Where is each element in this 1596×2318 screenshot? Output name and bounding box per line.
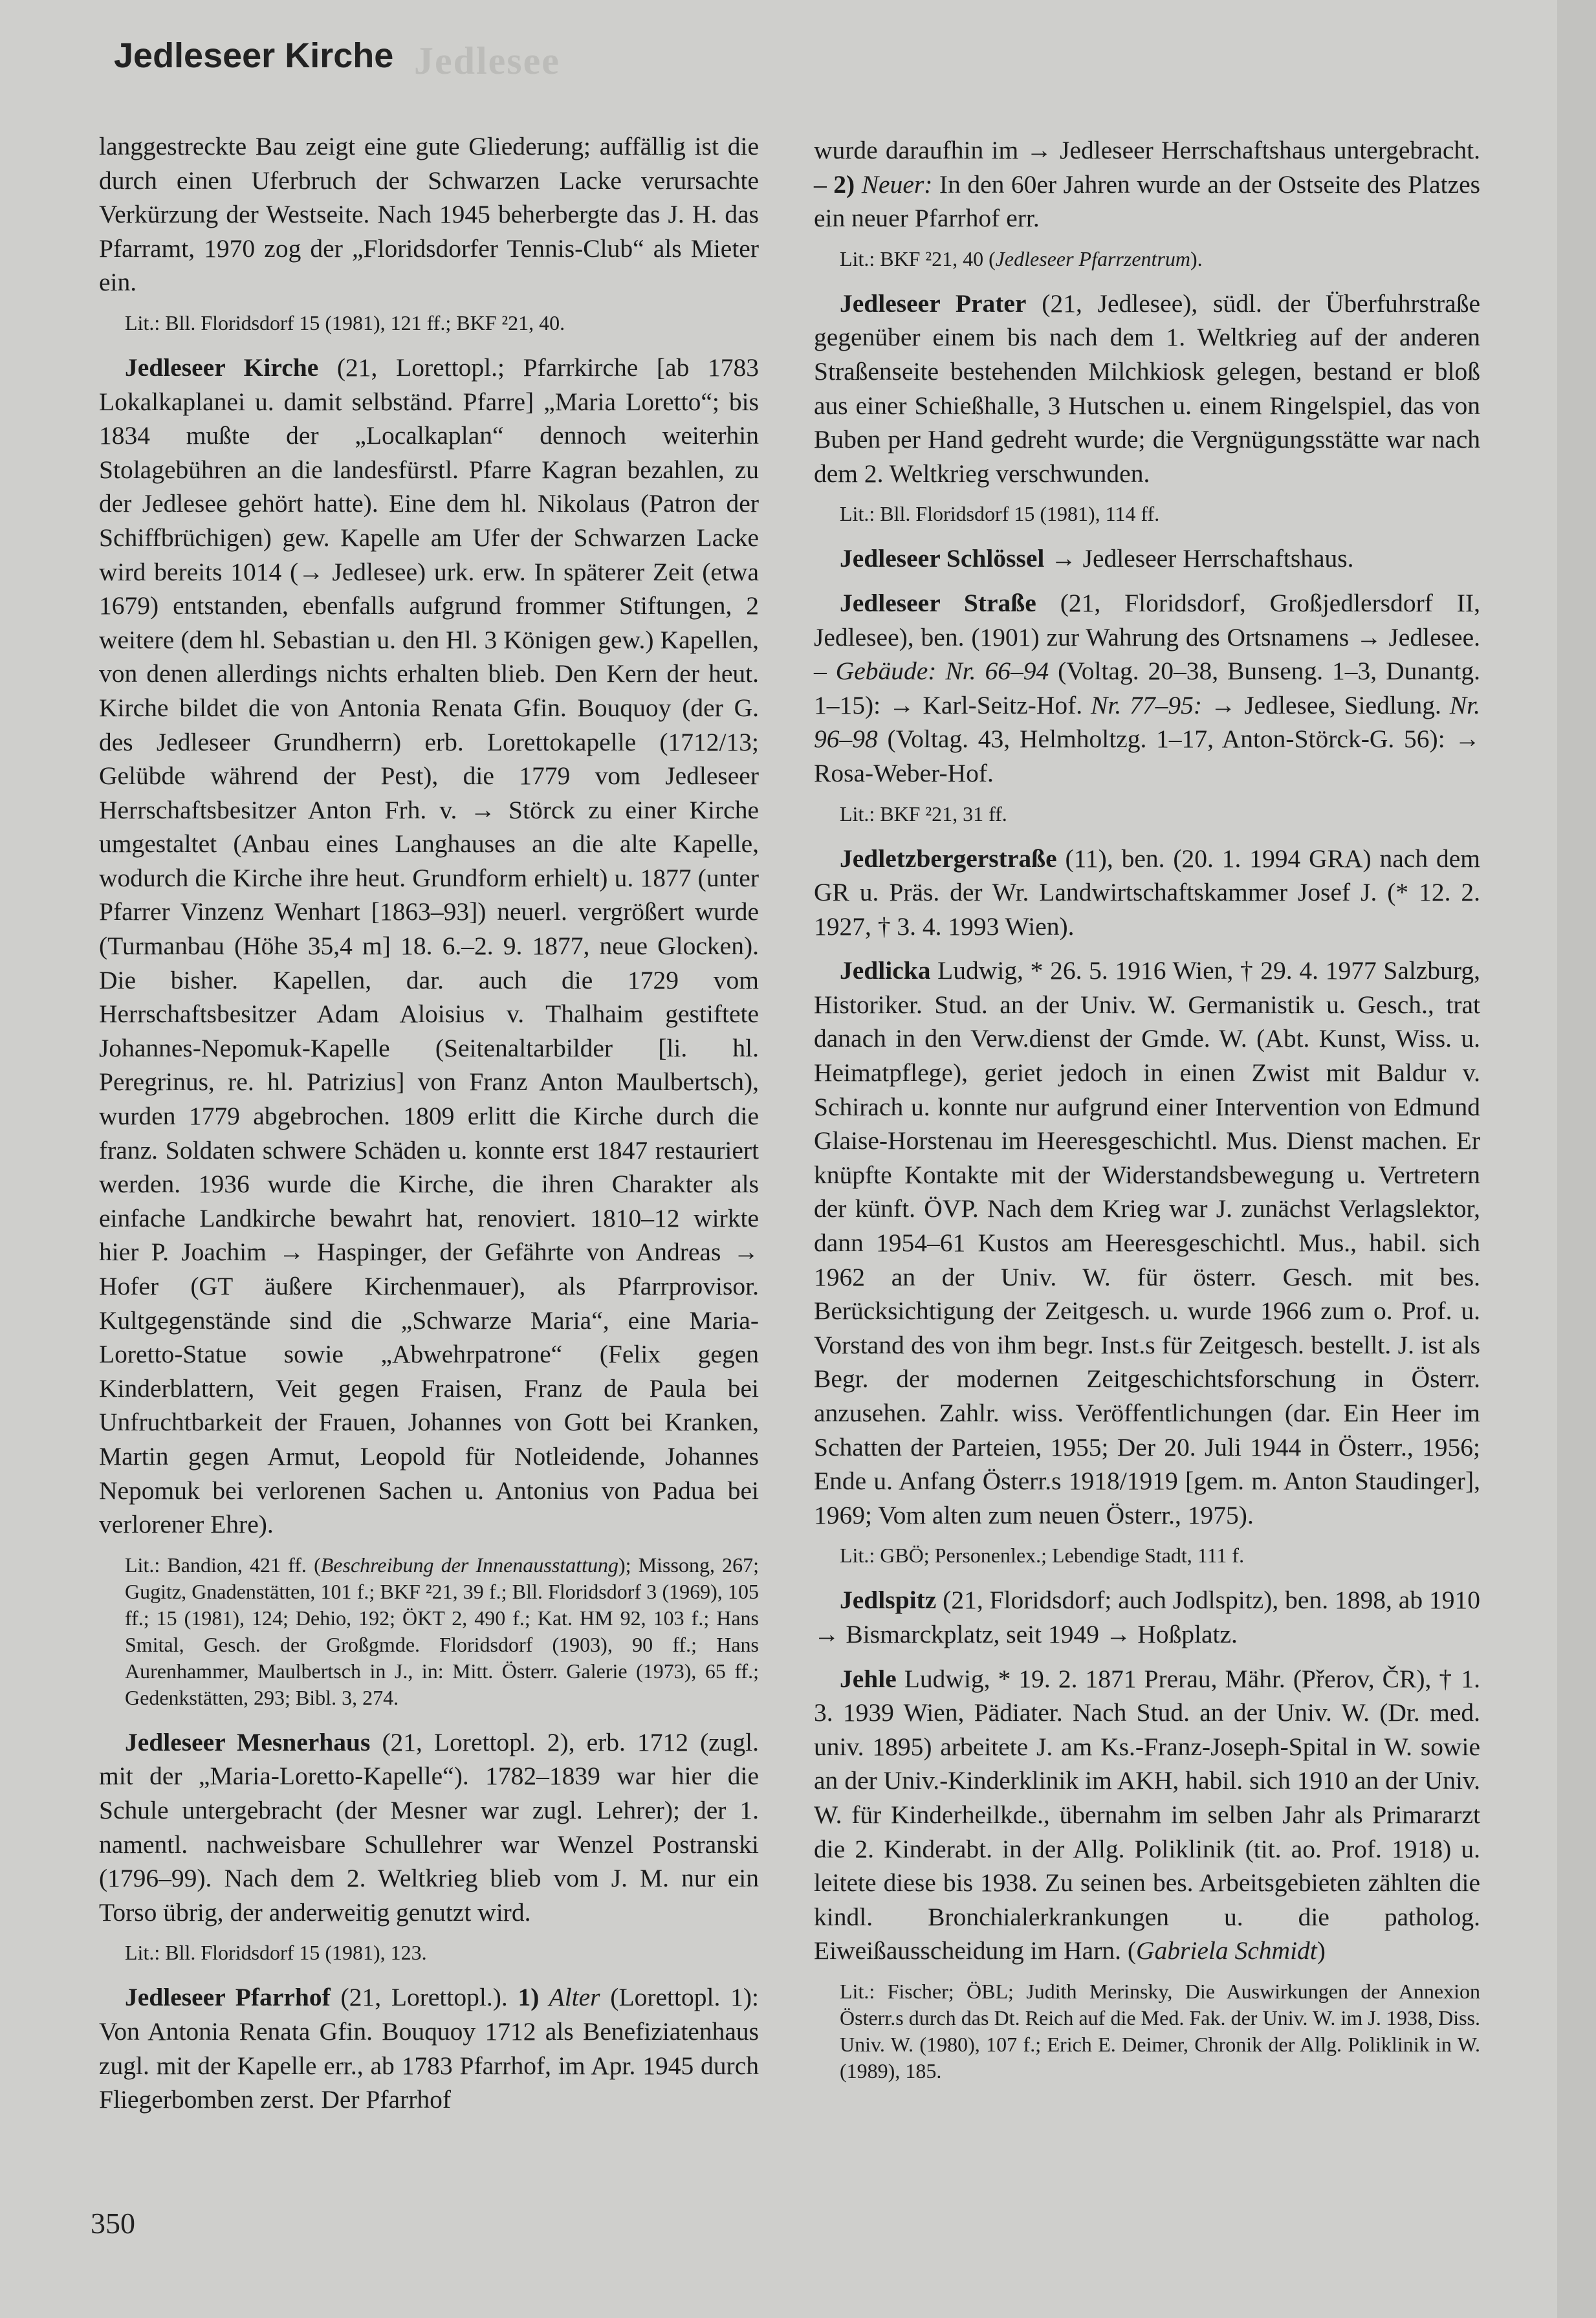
literature-reference: Lit.: Bll. Floridsdorf 15 (1981), 114 ff. xyxy=(840,502,1160,526)
literature-reference: Lit.: BKF ²21, 40 (Jedleseer Pfarrzentrum). xyxy=(840,246,1203,270)
page-number: 350 xyxy=(91,2207,135,2240)
headword: Jedleseer Pfarrhof xyxy=(125,1983,331,2012)
entry-jedleseer-schloessel: Jedleseer Schlössel → Jedleseer Herrschaftshaus. xyxy=(840,544,1354,573)
entry-jehle: Jehle Ludwig, * 19. 2. 1871 Prerau, Mähr. (Přerov, ČR), † 1. 3. 1939 Wien, Pädiater. Nach Stud. an der Univ. W. (Dr. med. univ. 1895) arbeitete J. am Ks.-Franz-Joseph-Spital in W. sowie an der Univ.-Kinderklinik im AKH, habil. sich 1910 an der Univ. W. für Kinderheilkde., übernahm im selben Jahr als Primararzt die 2. Kinderabt. in der Allg. Poliklinik (tit. ao. Prof. 1918) u. leitete diese bis 1938. Zu seinen bes. Arbeitsgebieten zählten die kindl. Bronchialerkrankungen u. die patholog. Eiweißausscheidung im Harn. (Gabriela Schmidt) xyxy=(814,1664,1480,1965)
headword: Jedleseer Mesnerhaus xyxy=(125,1727,371,1756)
headword: Jedlspitz xyxy=(840,1586,937,1615)
left-column xyxy=(99,129,759,2127)
headword: Jedletzbergerstraße xyxy=(840,844,1057,873)
literature-reference: Lit.: Bll. Floridsdorf 15 (1981), 123. xyxy=(125,1941,427,1965)
entry-jedleseer-kirche: Jedleseer Kirche (21, Lorettopl.; Pfarrkirche [ab 1783 Lokalkaplanei u. damit selbständ. Pfarre] „Maria Loretto“; bis 1834 mußte der „Localkaplan“ dennoch weiterhin Stolagebühren an die landesfürstl. Pfarre Kagran bezahlen, zu der Jedlesee gehört hatte). Eine dem hl. Nikolaus (Patron der Schiffbrüchigen) gew. Kapelle am Ufer der Schwarzen Lacke wird bereits 1014 (→ Jedlesee) urk. erw. In späterer Zeit (etwa 1679) entstanden, ebenfalls aufgrund frommer Stiftungen, 2 weitere (dem hl. Sebastian u. den Hl. 3 Königen gew.) Kapellen, von denen allerdings nichts erhalten blieb. Den Kern der heut. Kirche bildet die von Antonia Renata Gfin. Bouquoy (der G. des Jedleseer Grundherrn) erb. Lorettokapelle (1712/13; Gelübde während der Pest), die 1779 vom Jedleseer Herrschaftsbesitzer Anton Frh. v. → Störck zu einer Kirche umgestaltet (Anbau eines Langhauses an die alte Kapelle, wodurch die Kirche ihre heut. Grundform erhielt) u. 1877 (unter Pfarrer Vinzenz Wenhart [1863–93]) neuerl. vergrößert wurde (Turmanbau (Höhe 35,4 m] 18. 6.–2. 9. 1877, neue Glocken). Die bisher. Kapellen, dar. auch die 1729 vom Herrschaftsbesitzer Adam Aloisius v. Thalhaim gestiftete Johannes-Nepomuk-Kapelle (Seitenaltarbilder [li. hl. Peregrinus, re. hl. Patrizius] von Franz Anton Maulbertsch), wurden 1779 abgebrochen. 1809 erlitt die Kirche durch die franz. Soldaten schwere Schäden u. konnte erst 1847 restauriert werden. 1936 wurde die Kirche, die ihren Charakter als einfache Landkirche bewahrt hat, renoviert. 1810–12 wirkte hier P. Joachim → Haspinger, der Gefährte von Andreas → Hofer (GT äußere Kirchenmauer), als Pfarrprovisor. Kultgegenstände sind die „Schwarze Maria“, eine Maria-Loretto-Statue sowie „Abwehrpatrone“ (Felix gegen Kinderblattern, Veit gegen Fraisen, Franz de Paula bei Unfruchtbarkeit der Frauen, Johannes von Gott bei Kranken, Martin gegen Armut, Leopold für Notleidende, Johannes Nepomuk bei verlorenen Sachen u. Antonius von Padua bei verlorener Ehre). xyxy=(99,353,759,1539)
literature-reference: Lit.: GBÖ; Personenlex.; Lebendige Stadt, 111 f. xyxy=(840,1544,1245,1568)
entry-jedleseer-pfarrhof: Jedleseer Pfarrhof (21, Lorettopl.). 1) Alter (Lorettopl. 1): Von Antonia Renata Gfin. Bouquoy 1712 als Benefiziatenhaus zugl. mit der Kapelle err., ab 1783 Pfarrhof, im Apr. 1945 durch Fliegerbomben zerst. Der Pfarrhof xyxy=(99,1983,759,2114)
headword: Jedleseer Prater xyxy=(840,289,1027,318)
literature-reference: Lit.: Bandion, 421 ff. (Beschreibung der Innenausstattung); Missong, 267; Gugitz, Gnadenstätten, 101 f.; BKF ²21, 39 f.; Bll. Floridsdorf 3 (1969), 105 ff.; 15 (1981), 124; Dehio, 192; ÖKT 2, 490 f.; Kat. HM 92, 103 f.; Hans Smital, Gesch. der Großgmde. Floridsdorf (1903), 90 ff.; Hans Aurenhammer, Maulbertsch in J., in: Mitt. Österr. Galerie (1973), 65 ff.; Gedenkstätten, 293; Bibl. 3, 274. xyxy=(125,1553,760,1709)
literature-reference: Lit.: Bll. Floridsdorf 15 (1981), 121 ff.; BKF ²21, 40. xyxy=(125,311,565,334)
headword: Jedleseer Straße xyxy=(840,588,1036,617)
headword: Jehle xyxy=(840,1664,897,1693)
entry-jedlicka: Jedlicka Ludwig, * 26. 5. 1916 Wien, † 29. 4. 1977 Salzburg, Historiker. Stud. an der Univ. W. Germanistik u. Gesch., trat danach in den Verw.dienst der Gmde. W. (Abt. Kunst, Wiss. u. Heimatpflege), geriet jedoch in einen Zwist mit Baldur v. Schirach u. konnte nur aufgrund einer Intervention von Edmund Glaise-Horstenau im Heeresgeschichtl. Mus. Dienst machen. Er knüpfte Kontakte mit der Widerstandsbewegung u. Vertretern der künft. ÖVP. Nach dem Krieg war J. zunächst Verlagslektor, dann 1954–61 Kustos am Heeresgeschichtl. Mus., habil. sich 1962 an der Univ. W. für österr. Gesch. mit bes. Berücksichtigung der Zeitgesch. u. wurde 1966 zum o. Prof. u. Vorstand des von ihm begr. Inst.s für Zeitgesch. bestellt. J. ist als Begr. der modernen Zeitgeschichtsforschung in Österr. anzusehen. Zahlr. wiss. Veröffentlichungen (dar. Ein Heer im Schatten der Parteien, 1955; Der 20. Juli 1944 in Österr., 1956; Ende u. Anfang Österr.s 1918/1919 [gem. m. Anton Staudinger], 1969; Vom alten zum neuen Österr., 1975). xyxy=(814,956,1480,1529)
entry-jedleseer-mesnerhaus: Jedleseer Mesnerhaus (21, Lorettopl. 2), erb. 1712 (zugl. mit der „Maria-Loretto-Kapelle“). 1782–1839 war hier die Schule untergebracht (der Mesner war zugl. Lehrer); der 1. namentl. nachweisbare Schullehrer war Wenzel Postranski (1796–99). Nach dem 2. Weltkrieg blieb vom J. M. nur ein Torso übrig, der anderweitig genutzt wird. xyxy=(99,1727,760,1927)
headword: Jedleseer Schlössel xyxy=(840,544,1045,573)
headword: Jedlicka xyxy=(840,956,931,985)
literature-reference: Lit.: BKF ²21, 31 ff. xyxy=(840,802,1007,826)
running-header: Jedleseer Kirche xyxy=(114,36,394,75)
page-edge-shadow xyxy=(1557,0,1596,2318)
right-column xyxy=(814,133,1480,2099)
author-signature: Gabriela Schmidt xyxy=(1136,1936,1317,1965)
entry-jedleseer-prater: Jedleseer Prater (21, Jedlesee), südl. der Überfuhrstraße gegenüber einem bis nach dem 1. Weltkrieg auf der anderen Straßenseite bestehenden Milchkiosk gelegen, bestand er bloß aus einer Schießhalle, 3 Hutschen u. einem Ringelspiel, das von Buben per Hand gedreht wurde; die Vergnügungsstätte war nach dem 2. Weltkrieg verschwunden. xyxy=(814,289,1480,488)
literature-reference: Lit.: Fischer; ÖBL; Judith Merinsky, Die Auswirkungen der Annexion Österr.s durch das Dt. Reich auf die Med. Fak. der Univ. W. im J. 1938, Diss. Univ. W. (1980), 107 f.; Erich E. Deimer, Chronik der Allg. Poliklinik in W. (1989), 185. xyxy=(840,1979,1480,2083)
entry-jedlspitz: Jedlspitz (21, Floridsdorf; auch Jodlspitz), ben. 1898, ab 1910 → Bismarckplatz, seit 1949 → Hoßplatz. xyxy=(814,1586,1480,1648)
headword: Jedleseer Kirche xyxy=(125,353,319,382)
entry-jedleseer-strasse: Jedleseer Straße (21, Floridsdorf, Großjedlersdorf II, Jedlesee), ben. (1901) zur Wahrung des Ortsnamens → Jedlesee. – Gebäude: Nr. 66–94 (Voltag. 20–38, Bunseng. 1–3, Dunantg. 1–15): → Karl-Seitz-Hof. Nr. 77–95: → Jedlesee, Siedlung. Nr. 96–98 (Voltag. 43, Helmholtzg. 1–17, Anton-Störck-G. 56): → Rosa-Weber-Hof. xyxy=(814,588,1481,787)
entry-pfarrhof-continuation: wurde daraufhin im → Jedleseer Herrschaftshaus untergebracht. – 2) Neuer: In den 60er Jahren wurde an der Ostseite des Platzes ein neuer Pfarrhof err. xyxy=(814,136,1481,233)
entry-herrschaftshaus-continuation: langgestreckte Bau zeigt eine gute Gliederung; auffällig ist die durch einen Uferbruch der Schwarzen Lacke verursachte Verkürzung der Westseite. Nach 1945 beherbergte das J. H. das Pfarramt, 1970 zog der „Floridsdorfer Tennis-Club“ als Mieter ein. xyxy=(99,132,759,297)
entry-jedletzbergerstrasse: Jedletzbergerstraße (11), ben. (20. 1. 1994 GRA) nach dem GR u. Präs. der Wr. Landwirtschaftskammer Josef J. (* 12. 2. 1927, † 3. 4. 1993 Wien). xyxy=(814,844,1480,941)
bleed-through-title: Jedlesee xyxy=(414,39,560,82)
